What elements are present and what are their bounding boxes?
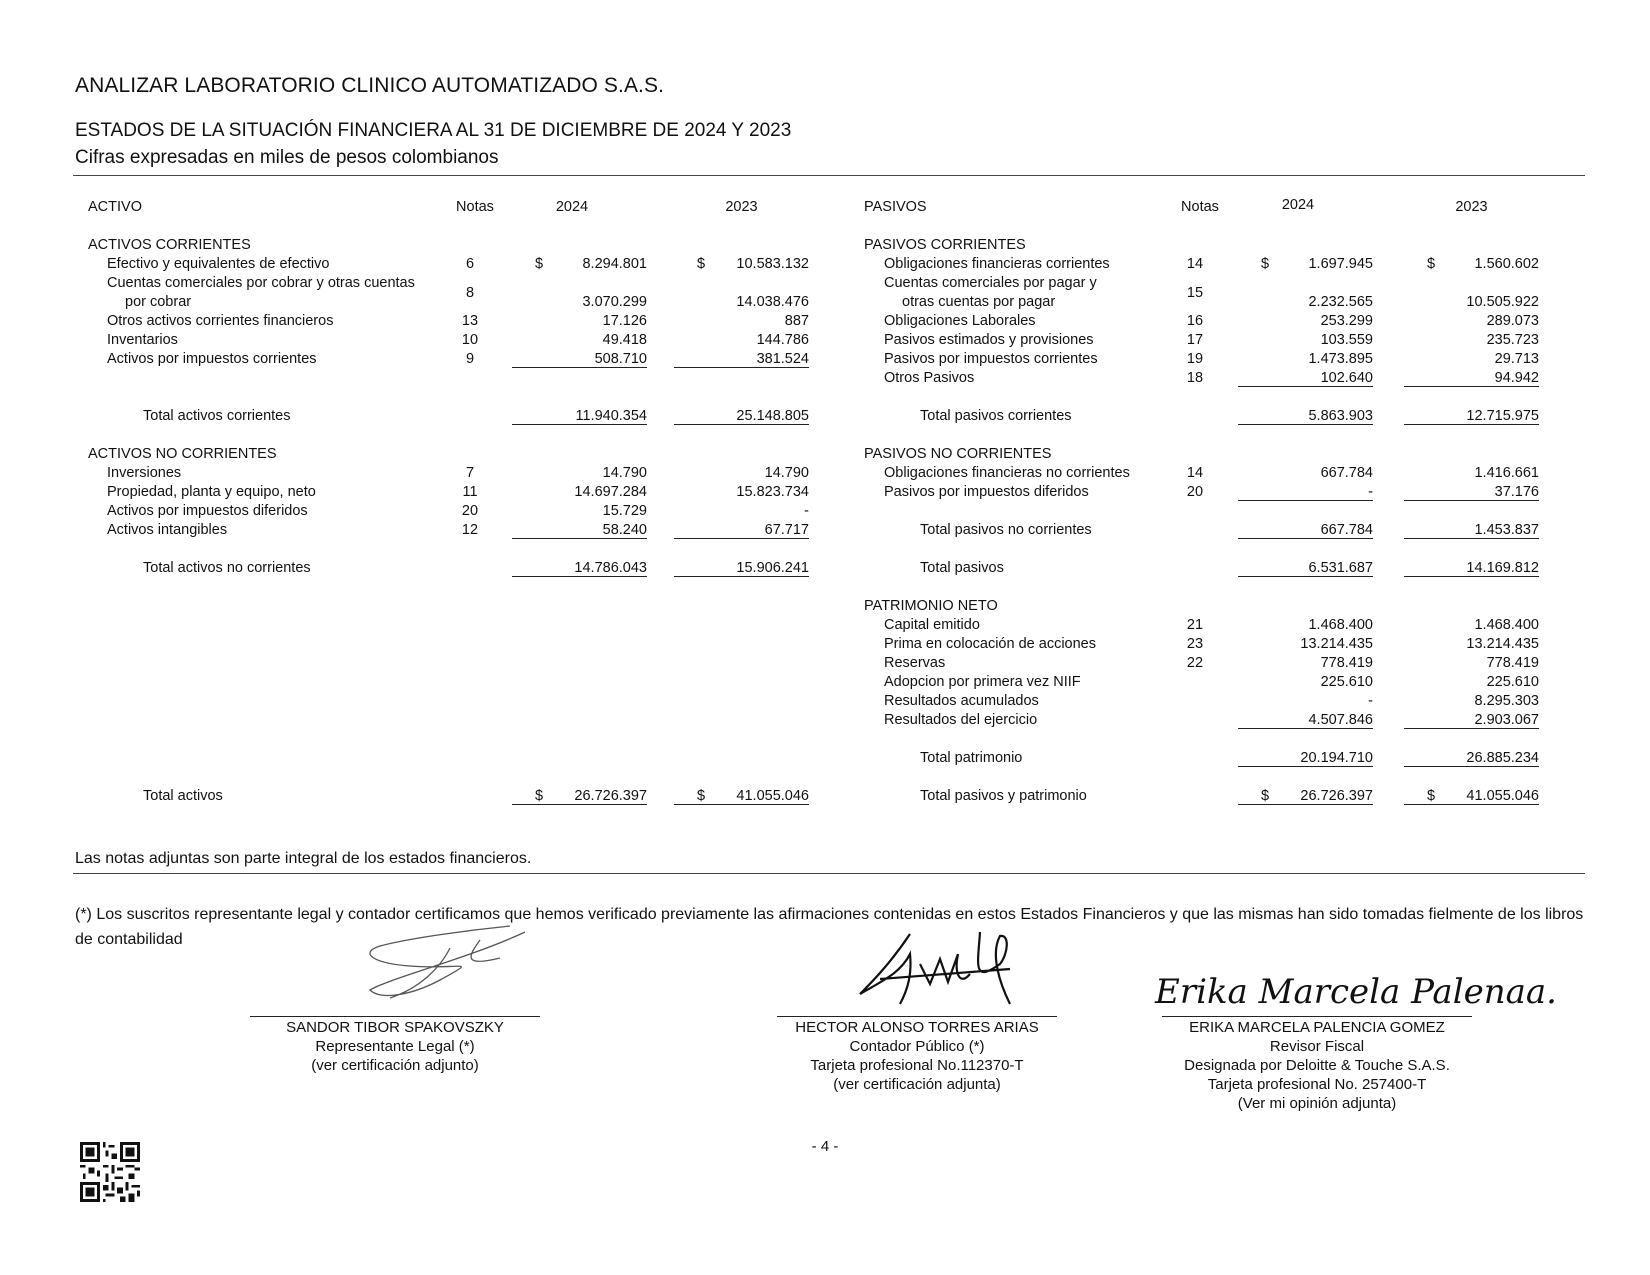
asset-current-row-value-2023: 144.786 [756,332,809,348]
liabilities-total-value-2023: 14.169.812 [1404,560,1539,577]
liabilities-noncurrent-heading: PASIVOS NO CORRIENTES [864,446,1052,462]
liability-noncurrent-row-label: Pasivos por impuestos diferidos [884,484,1089,500]
signatory-3-ref: (Ver mi opinión adjunta) [1237,1095,1397,1112]
liabilities-2024-header: 2024 [1281,197,1315,213]
footer-divider [73,873,1585,874]
liability-current-row-value-2023: 1.560.602 [1474,256,1539,272]
assets-2023-header: 2023 [725,199,758,215]
asset-current-row-value-2024: 17.126 [602,313,647,329]
liabilities-equity-total-currency-2024: $ [1261,788,1270,804]
asset-noncurrent-row-label: Propiedad, planta y equipo, neto [107,484,316,500]
liabilities-current-total-value-2023: 12.715.975 [1404,408,1539,425]
equity-row-value-2023: 8.295.303 [1474,693,1539,709]
liabilities-notes-header: Notas [1181,199,1219,215]
certification-text: (*) Los suscritos representante legal y contador certificamos que hemos verificado previamente las afirmaciones contenidas en estos Estados Financieros y que las mismas han sido tomadas fielmente de los libros de contabilidad [75,906,1584,948]
equity-row-value-2024: 225.610 [1320,674,1373,690]
liabilities-noncurrent-total-value-2024: 667.784 [1238,522,1373,539]
asset-noncurrent-row-value-2023: 15.823.734 [736,484,809,500]
page-number: - 4 - [811,1138,839,1155]
asset-current-row-value-2023: 887 [784,313,809,329]
liability-current-row-note: 19 [1186,351,1204,367]
liability-noncurrent-row-value-2024: - [1238,484,1373,501]
liability-current-row-note: 17 [1186,332,1204,348]
equity-row-label: Resultados del ejercicio [884,712,1038,728]
signatory-2-role: Contador Público (*) [849,1038,985,1055]
equity-row-value-2023: 778.419 [1486,655,1539,671]
liability-noncurrent-row-note: 14 [1186,465,1204,481]
signatory-2-name: HECTOR ALONSO TORRES ARIAS [795,1019,1039,1036]
signatory-2-card: Tarjeta profesional No.112370-T [810,1057,1024,1074]
liabilities-noncurrent-total-label: Total pasivos no corrientes [920,522,1092,538]
liability-current-row-label: Obligaciones Laborales [884,313,1036,329]
assets-total-currency-2023: $ [697,788,706,804]
equity-row-label: Prima en colocación de acciones [884,636,1096,652]
signatory-3 [1157,1018,1477,1113]
signatory-1-ref: (ver certificación adjunto) [311,1057,479,1074]
liability-current-row-value-2024: 1.697.945 [1308,256,1373,272]
equity-row-value-2024: 1.468.400 [1308,617,1373,633]
asset-current-row-label: Inventarios [107,332,178,348]
liabilities-equity-total-label: Total pasivos y patrimonio [920,788,1087,804]
signature-line-2 [777,1016,1057,1017]
liability-current-row-currency-2023: $ [1427,256,1436,272]
liability-current-row-label: Obligaciones financieras corrientes [884,256,1110,272]
asset-current-row-value-2024: 8.294.801 [582,256,647,272]
liabilities-total-label: Total pasivos [920,560,1004,576]
asset-noncurrent-row-value-2024: 14.697.284 [574,484,647,500]
asset-current-row-currency-2023: $ [697,256,706,272]
assets-current-total-label: Total activos corrientes [143,408,291,424]
asset-current-row-label: Efectivo y equivalentes de efectivo [107,256,330,272]
equity-total-value-2024: 20.194.710 [1238,750,1373,767]
signatory-1 [245,1018,545,1075]
assets-total-value-2023: 41.055.046 [674,788,809,805]
asset-noncurrent-row-note: 11 [462,484,478,500]
liability-current-row-label: Pasivos por impuestos corrientes [884,351,1098,367]
assets-current-total-value-2023: 25.148.805 [674,408,809,425]
signatory-1-role: Representante Legal (*) [315,1038,475,1055]
asset-current-row-value-2024: 3.070.299 [582,294,647,310]
liability-current-row-value-2024: 2.232.565 [1308,294,1373,310]
asset-current-row-value-2024: 49.418 [602,332,647,348]
liabilities-heading: PASIVOS [864,199,927,215]
liability-noncurrent-row-note: 20 [1186,484,1204,500]
liabilities-current-heading: PASIVOS CORRIENTES [864,237,1026,253]
asset-current-row-note: 8 [465,285,475,301]
header-divider [73,175,1585,176]
asset-current-row-label: Cuentas comerciales por cobrar y otras cuentas [107,275,415,291]
equity-row-value-2023: 13.214.435 [1466,636,1539,652]
assets-2024-header: 2024 [555,199,589,215]
liability-current-row-value-2023: 94.942 [1404,370,1539,387]
signatory-3-firm: Designada por Deloitte & Touche S.A.S. [1184,1057,1450,1074]
assets-noncurrent-total-value-2023: 15.906.241 [674,560,809,577]
assets-noncurrent-total-value-2024: 14.786.043 [512,560,647,577]
liabilities-equity-total-currency-2023: $ [1427,788,1436,804]
asset-noncurrent-row-value-2024: 15.729 [602,503,647,519]
liability-noncurrent-row-value-2023: 37.176 [1404,484,1539,501]
liability-current-row-value-2023: 235.723 [1486,332,1539,348]
assets-total-currency-2024: $ [535,788,544,804]
equity-row-label: Reservas [884,655,946,671]
asset-noncurrent-row-value-2024: 14.790 [602,465,647,481]
asset-current-row-value-2023: 10.583.132 [736,256,809,272]
asset-current-row-note: 6 [465,256,475,272]
liability-current-row-note: 15 [1186,285,1204,301]
equity-row-note: 21 [1186,617,1204,633]
liabilities-current-total-label: Total pasivos corrientes [920,408,1072,424]
liability-current-row-note: 16 [1186,313,1204,329]
equity-row-label: Capital emitido [884,617,980,633]
signatory-2 [767,1018,1067,1094]
assets-notes-header: Notas [456,199,494,215]
assets-total-value-2024: 26.726.397 [512,788,647,805]
liability-current-row-value-2024: 103.559 [1320,332,1373,348]
equity-row-note: 23 [1186,636,1204,652]
equity-row-value-2024: 13.214.435 [1300,636,1373,652]
units-note: Cifras expresadas en miles de pesos colombianos [75,147,499,168]
equity-row-label: Adopcion por primera vez NIIF [884,674,1081,690]
asset-current-row-label: Otros activos corrientes financieros [107,313,334,329]
notes-disclaimer: Las notas adjuntas son parte integral de los estados financieros. [75,850,532,867]
asset-noncurrent-row-value-2024: 58.240 [512,522,647,539]
statement-title: ESTADOS DE LA SITUACIÓN FINANCIERA AL 31 DE DICIEMBRE DE 2024 Y 2023 [75,120,792,141]
asset-current-row-label: Activos por impuestos corrientes [107,351,317,367]
equity-row-value-2024: 778.419 [1320,655,1373,671]
liability-current-row-value-2023: 289.073 [1486,313,1539,329]
asset-current-row-value-2024: 508.710 [512,351,647,368]
asset-current-row-value-2023: 381.524 [674,351,809,368]
liabilities-total-value-2024: 6.531.687 [1238,560,1373,577]
liabilities-2023-header: 2023 [1455,199,1488,215]
asset-noncurrent-row-value-2023: - [804,503,809,519]
asset-noncurrent-row-note: 20 [461,503,479,519]
liability-current-row-note: 18 [1186,370,1204,386]
assets-current-total-value-2024: 11.940.354 [512,408,647,425]
equity-row-value-2023: 1.468.400 [1474,617,1539,633]
signature-erika: Erika Marcela Palenaa. [1155,972,1557,1012]
liability-current-row-label: Pasivos estimados y provisiones [884,332,1094,348]
signature-hector [850,924,1030,1014]
liability-current-row-label: Otros Pasivos [884,370,975,386]
liability-current-row-value-2024: 253.299 [1320,313,1373,329]
equity-row-label: Resultados acumulados [884,693,1039,709]
liability-current-row-note: 14 [1186,256,1204,272]
qr-code-icon [80,1142,140,1202]
equity-row-value-2023: 225.610 [1486,674,1539,690]
liability-current-row-value-2024: 102.640 [1238,370,1373,387]
equity-total-label: Total patrimonio [920,750,1023,766]
asset-noncurrent-row-note: 7 [465,465,475,481]
asset-current-row-currency-2024: $ [535,256,544,272]
asset-noncurrent-row-label: Inversiones [107,465,182,481]
signature-line-1 [250,1016,540,1017]
equity-row-note: 22 [1186,655,1204,671]
liability-current-row-value-2023: 10.505.922 [1466,294,1539,310]
signatory-3-name: ERIKA MARCELA PALENCIA GOMEZ [1189,1019,1445,1036]
assets-current-heading: ACTIVOS CORRIENTES [88,237,251,253]
assets-total-label: Total activos [143,788,223,804]
liabilities-noncurrent-total-value-2023: 1.453.837 [1404,522,1539,539]
liability-noncurrent-row-value-2023: 1.416.661 [1474,465,1539,481]
equity-row-value-2023: 2.903.067 [1404,712,1539,729]
liabilities-equity-total-value-2024: 26.726.397 [1238,788,1373,805]
liability-current-row-currency-2024: $ [1261,256,1270,272]
assets-noncurrent-heading: ACTIVOS NO CORRIENTES [88,446,277,462]
equity-row-value-2024: - [1368,693,1373,709]
asset-current-row-value-2023: 14.038.476 [736,294,809,310]
asset-current-row-label-cont: por cobrar [125,294,192,310]
equity-total-value-2023: 26.885.234 [1404,750,1539,767]
liabilities-current-total-value-2024: 5.863.903 [1238,408,1373,425]
asset-noncurrent-row-value-2023: 67.717 [674,522,809,539]
liability-current-row-label-cont: otras cuentas por pagar [902,294,1056,310]
asset-current-row-note: 13 [461,313,479,329]
assets-heading: ACTIVO [88,199,142,215]
signatory-2-ref: (ver certificación adjunta) [833,1076,1001,1093]
liability-current-row-value-2023: 29.713 [1494,351,1539,367]
company-name: ANALIZAR LABORATORIO CLINICO AUTOMATIZADO S.A.S. [75,74,665,97]
asset-noncurrent-row-note: 12 [461,522,479,538]
liability-current-row-label: Cuentas comerciales por pagar y [884,275,1097,291]
signatory-3-card: Tarjeta profesional No. 257400-T [1207,1076,1427,1093]
asset-noncurrent-row-label: Activos intangibles [107,522,228,538]
equity-heading: PATRIMONIO NETO [864,598,998,614]
liability-noncurrent-row-label: Obligaciones financieras no corrientes [884,465,1130,481]
signatory-3-role: Revisor Fiscal [1269,1038,1365,1055]
signature-sandor [350,918,540,1008]
equity-row-value-2024: 4.507.846 [1238,712,1373,729]
asset-noncurrent-row-label: Activos por impuestos diferidos [107,503,308,519]
liability-current-row-value-2024: 1.473.895 [1308,351,1373,367]
asset-current-row-note: 9 [465,351,475,367]
asset-current-row-note: 10 [461,332,479,348]
liability-noncurrent-row-value-2024: 667.784 [1320,465,1373,481]
signature-line-3 [1162,1016,1472,1017]
assets-noncurrent-total-label: Total activos no corrientes [143,560,311,576]
asset-noncurrent-row-value-2023: 14.790 [764,465,809,481]
liabilities-equity-total-value-2023: 41.055.046 [1404,788,1539,805]
signatory-1-name: SANDOR TIBOR SPAKOVSZKY [286,1019,504,1036]
